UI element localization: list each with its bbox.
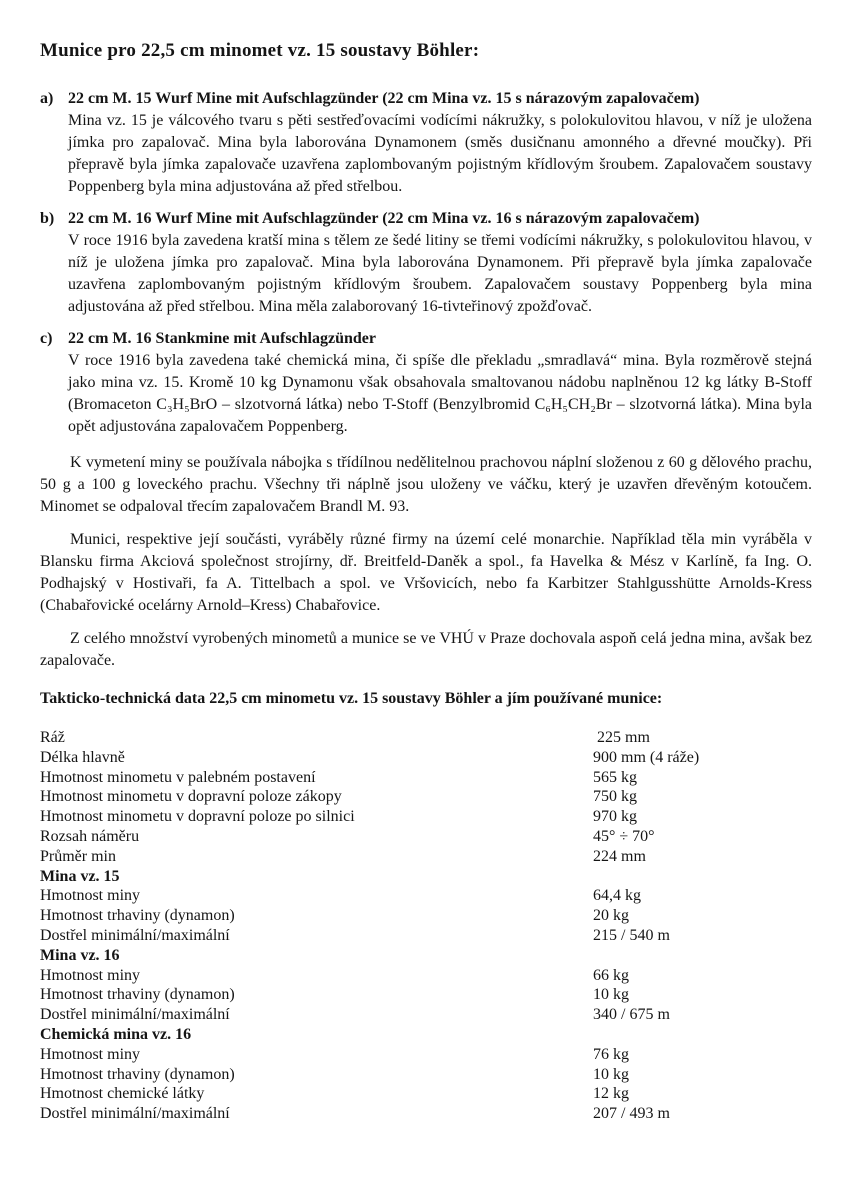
spec-value: 10 kg bbox=[593, 986, 629, 1004]
table-row-vz16-range bbox=[40, 1005, 812, 1025]
table-row-mine-diameter bbox=[40, 847, 812, 867]
spec-section-label: Chemická mina vz. 16 bbox=[40, 1025, 192, 1043]
specs-heading: Takticko-technická data 22,5 cm minometu vz. 15 soustavy Böhler a jím používané munice: bbox=[40, 690, 663, 707]
spec-value: 900 mm (4 ráže) bbox=[593, 748, 700, 766]
spec-value bbox=[593, 867, 812, 887]
spec-label: Hmotnost minometu v dopravní poloze po silnici bbox=[40, 808, 355, 826]
spec-value: 10 kg bbox=[593, 1065, 629, 1083]
spec-value: 64,4 kg bbox=[593, 887, 641, 905]
spec-label: Ráž bbox=[40, 729, 65, 746]
list-item-a-heading-row bbox=[40, 88, 812, 110]
spec-value: 207 / 493 m bbox=[593, 1105, 670, 1123]
table-section-mina-vz15 bbox=[40, 867, 812, 887]
document-title: Munice pro 22,5 cm minomet vz. 15 soustavy Böhler: bbox=[40, 40, 480, 61]
spec-value: 340 / 675 m bbox=[593, 1006, 670, 1024]
list-item-c-heading: 22 cm M. 16 Stankmine mit Aufschlagzünder bbox=[68, 330, 376, 347]
spec-label: Hmotnost trhaviny (dynamon) bbox=[40, 1065, 235, 1083]
list-marker-c: c) bbox=[40, 330, 53, 347]
spec-value bbox=[593, 1025, 812, 1045]
spec-value: 45° ÷ 70° bbox=[593, 827, 655, 845]
list-item-c-body: V roce 1916 byla zavedena také chemická mina, či spíše dle překladu „smradlavá“ mina. Byla rozměrově stejná jako mina vz. 15. Kromě 10 kg Dynamonu však obsahovala smaltovanou nádobu naplněnou 12 kg látky B-Stoff (Bromaceton C₃H₅BrO – slzotvorná látka) nebo T-Stoff (Benzylbromid C₆H₅CH₂Br – slzotvorná látka). Mina byla opět adjustována zapalovačem Poppenberg. bbox=[68, 352, 812, 435]
table-section-chemical-mina-vz16 bbox=[40, 1025, 812, 1045]
spec-label: Průměr min bbox=[40, 847, 116, 865]
table-row-vz15-range bbox=[40, 926, 812, 946]
table-row-chem-agent-weight bbox=[40, 1084, 812, 1104]
spec-label: Hmotnost miny bbox=[40, 887, 141, 905]
table-row-caliber bbox=[40, 728, 812, 748]
spec-value: 970 kg bbox=[593, 808, 637, 826]
spec-value: 215 / 540 m bbox=[593, 926, 670, 944]
list-marker-a: a) bbox=[40, 90, 54, 107]
spec-label: Hmotnost minometu v dopravní poloze zákopy bbox=[40, 788, 342, 806]
list-marker-b: b) bbox=[40, 210, 55, 227]
spec-value: 20 kg bbox=[593, 907, 629, 925]
spec-label: Délka hlavně bbox=[40, 748, 125, 766]
spec-value: 750 kg bbox=[593, 788, 637, 806]
spec-section-label: Mina vz. 15 bbox=[40, 867, 120, 885]
spec-label: Hmotnost trhaviny (dynamon) bbox=[40, 907, 235, 925]
list-item-b-body: V roce 1916 byla zavedena kratší mina s tělem ze šedé litiny se třemi vodícími nákružky, s polokulovitou hlavou, v níž je uložena jímka pro zapalovač. Mina byla laborována Dynamonem. Při přepravě byla jímka zapalovače uzavřena zaplombovaným pojistným křídlovým šroubem. Zapalovačem soustavy Poppenberg byla mina adjustována až před střelbou. Mina měla zalaborovaný 16-tivteřinový zpožďovač. bbox=[68, 232, 812, 315]
list-item-a bbox=[40, 88, 812, 198]
table-row-barrel-length bbox=[40, 748, 812, 768]
spec-section-label: Mina vz. 16 bbox=[40, 946, 120, 964]
list-item-c-heading-row bbox=[40, 328, 812, 350]
list-item-c bbox=[40, 328, 812, 438]
table-row-vz15-explosive-weight bbox=[40, 906, 812, 926]
table-row-chem-mine-weight bbox=[40, 1045, 812, 1065]
list-item-a-body: Mina vz. 15 je válcového tvaru s pěti sestřeďovacími vodícími nákružky, s polokulovitou hlavou, v níž je uložena jímka pro zapalovač. Mina byla laborována Dynamonem (směs dusičnanu amonného a dřevné moučky). Při přepravě byla jímka zapalovače uzavřena zaplombovaným pojistným křídlovým šroubem. Zapalovačem soustavy Poppenberg byla mina adjustována až před střelbou. bbox=[68, 112, 812, 195]
table-row-vz16-explosive-weight bbox=[40, 985, 812, 1005]
table-section-mina-vz16 bbox=[40, 946, 812, 966]
table-row-chem-explosive-weight bbox=[40, 1065, 812, 1085]
list-item-b-heading: 22 cm M. 16 Wurf Mine mit Aufschlagzünder (22 cm Mina vz. 16 s nárazovým zapalovačem) bbox=[68, 210, 700, 227]
table-row-weight-trench bbox=[40, 787, 812, 807]
spec-value: 565 kg bbox=[593, 768, 637, 786]
list-item-b bbox=[40, 208, 812, 318]
spec-value: 12 kg bbox=[593, 1085, 629, 1103]
spec-value: 66 kg bbox=[593, 966, 629, 984]
table-row-chem-range bbox=[40, 1104, 812, 1124]
table-row-weight-firing bbox=[40, 768, 812, 788]
table-row-vz16-mine-weight bbox=[40, 966, 812, 986]
spec-label: Hmotnost miny bbox=[40, 1045, 141, 1063]
paragraph-surviving-example: Z celého množství vyrobených minometů a munice se ve VHÚ v Praze dochovala aspoň celá jedna mina, avšak bez zapalovače. bbox=[40, 630, 812, 669]
spec-value: 76 kg bbox=[593, 1045, 629, 1063]
spec-value: 224 mm bbox=[593, 847, 646, 865]
spec-label: Hmotnost miny bbox=[40, 966, 141, 984]
spec-value: 225 mm bbox=[593, 729, 650, 746]
table-row-weight-road bbox=[40, 807, 812, 827]
table-row-vz15-mine-weight bbox=[40, 886, 812, 906]
specs-table bbox=[40, 728, 812, 1124]
table-row-elevation-range bbox=[40, 827, 812, 847]
spec-label: Dostřel minimální/maximální bbox=[40, 1105, 230, 1123]
paragraph-manufacturers: Munici, respektive její součásti, vyráběly různé firmy na území celé monarchie. Například těla min vyráběla v Blansku firma Akciová společnost strojírny, dř. Breitfeld-Daněk a spol., fa Havelka & Mész v Karlíně, fa Ing. O. Podhajský v Hostivaři, fa A. Tittelbach a spol. ve Vršovicích, nebo fa Karbitzer Stahlgusshütte Arnolds-Kress (Chabařovické ocelárny Arnold–Kress) Chabařovice. bbox=[40, 531, 812, 614]
paragraph-propellant: K vymetení miny se používala nábojka s třídílnou nedělitelnou prachovou náplní složenou z 60 g dělového prachu, 50 g a 100 g loveckého prachu. Všechny tři náplně jsou uloženy ve váčku, který je uzavřen dřevěným kotoučem. Minomet se odpaloval třecím zapalovačem Brandl M. 93. bbox=[40, 454, 812, 515]
list-item-a-heading: 22 cm M. 15 Wurf Mine mit Aufschlagzünder (22 cm Mina vz. 15 s nárazovým zapalovačem) bbox=[68, 90, 700, 107]
spec-label: Dostřel minimální/maximální bbox=[40, 1006, 230, 1024]
spec-label: Dostřel minimální/maximální bbox=[40, 926, 230, 944]
spec-label: Hmotnost minometu v palebném postavení bbox=[40, 768, 316, 786]
spec-value bbox=[593, 946, 812, 966]
spec-label: Hmotnost chemické látky bbox=[40, 1085, 205, 1103]
list-item-b-heading-row bbox=[40, 208, 812, 230]
spec-label: Hmotnost trhaviny (dynamon) bbox=[40, 986, 235, 1004]
spec-label: Rozsah náměru bbox=[40, 827, 140, 845]
